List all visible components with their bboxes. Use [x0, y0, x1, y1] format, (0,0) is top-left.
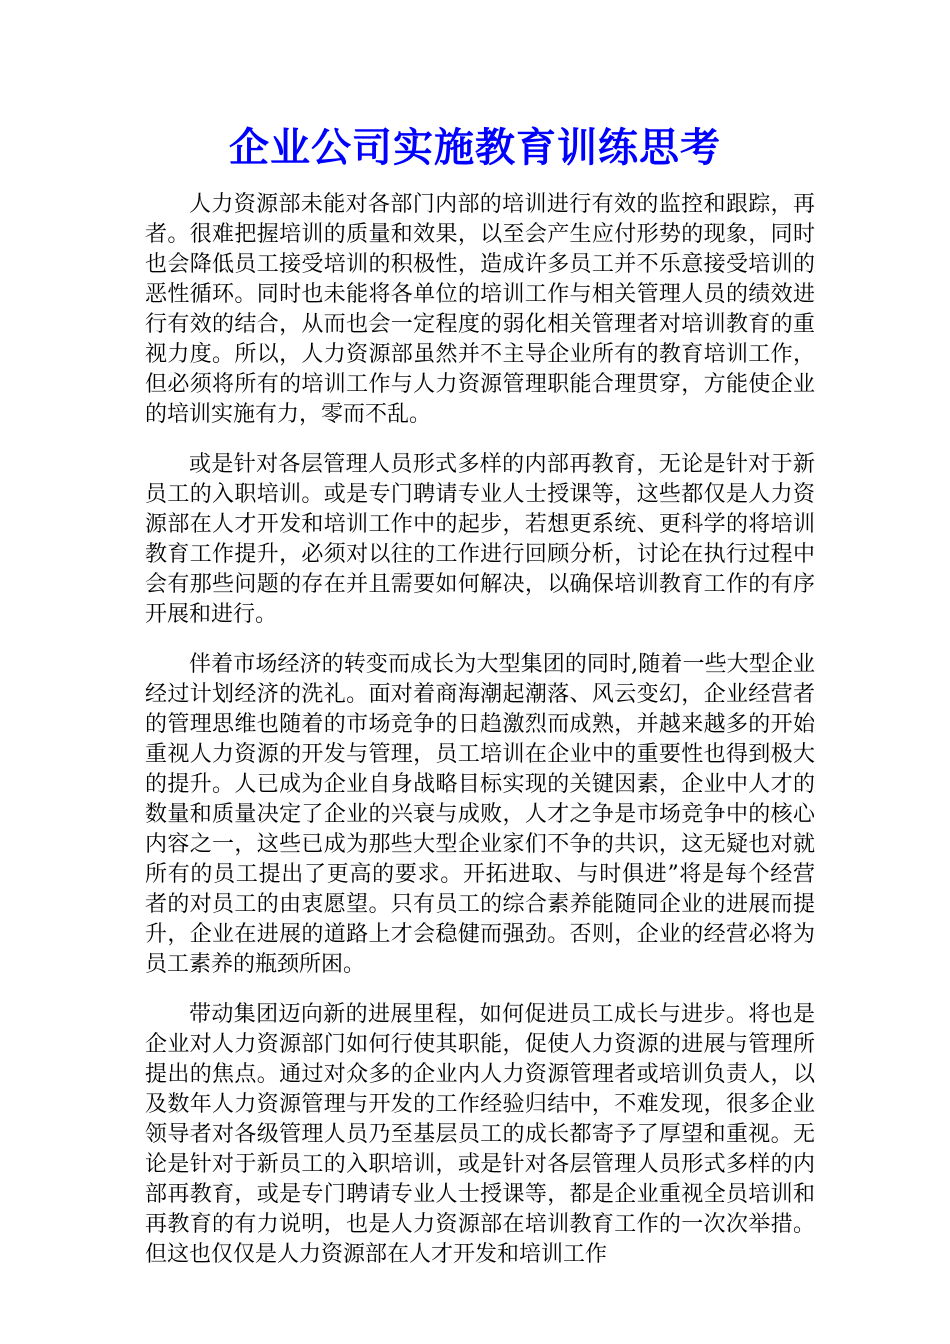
paragraph-1: 人力资源部未能对各部门内部的培训进行有效的监控和跟踪，再者。很难把握培训的质量和效果，以至会产生应付形势的现象，同时也会降低员工接受培训的积极性，造成许多员工并不乐意接受培训的恶性循环。同时也未能将各单位的培训工作与相关管理人员的绩效进行有效的结合，从而也会一定程度的弱化相关管理者对培训教育的重视力度。所以，人力资源部虽然并不主导企业所有的教育培训工作，但必须将所有的培训工作与人力资源管理职能合理贯穿，方能使企业的培训实施有力，零而不乱。	[145, 192, 815, 427]
paragraph-4: 带动集团迈向新的进展里程，如何促进员工成长与进步。将也是企业对人力资源部门如何行使其职能，促使人力资源的进展与管理所提出的焦点。通过对众多的企业内人力资源管理者或培训负责人，以及数年人力资源管理与开发的工作经验归结中，不难发现，很多企业领导者对各级管理人员乃至基层员工的成长都寄予了厚望和重视。无论是针对于新员工的入职培训，或是针对各层管理人员形式多样的内部再教育，或是专门聘请专业人士授课等，都是企业重视全员培训和再教育的有力说明，也是人力资源部在培训教育工作的一次次举措。但这也仅仅是人力资源部在人才开发和培训工作	[145, 1002, 815, 1267]
document-title: 企业公司实施教育训练思考	[229, 124, 721, 171]
paragraph-3: 伴着市场经济的转变而成长为大型集团的同时,随着一些大型企业经过计划经济的洗礼。面对着商海潮起潮落、风云变幻，企业经营者的管理思维也随着的市场竞争的日趋激烈而成熟，并越来越多的开始重视人力资源的开发与管理，员工培训在企业中的重要性也得到极大的提升。人已成为企业自身战略目标实现的关键因素，企业中人才的数量和质量决定了企业的兴衰与成败，人才之争是市场竞争中的核心内容之一，这些已成为那些大型企业家们不争的共识，这无疑也对就所有的员工提出了更高的要求。开拓进取、与时俱进”将是每个经营者的对员工的由衷愿望。只有员工的综合素养能随同企业的进展而提升，企业在进展的道路上才会稳健而强劲。否则，企业的经营必将为员工素养的瓶颈所困。	[145, 652, 815, 977]
paragraph-2: 或是针对各层管理人员形式多样的内部再教育，无论是针对于新员工的入职培训。或是专门聘请专业人士授课等，这些都仅是人力资源部在人才开发和培训工作中的起步，若想更系统、更科学的将培训教育工作提升，必须对以往的工作进行回顾分析，讨论在执行过程中会有那些问题的存在并且需要如何解决，以确保培训教育工作的有序开展和进行。	[145, 452, 815, 627]
document-body	[145, 190, 815, 1290]
